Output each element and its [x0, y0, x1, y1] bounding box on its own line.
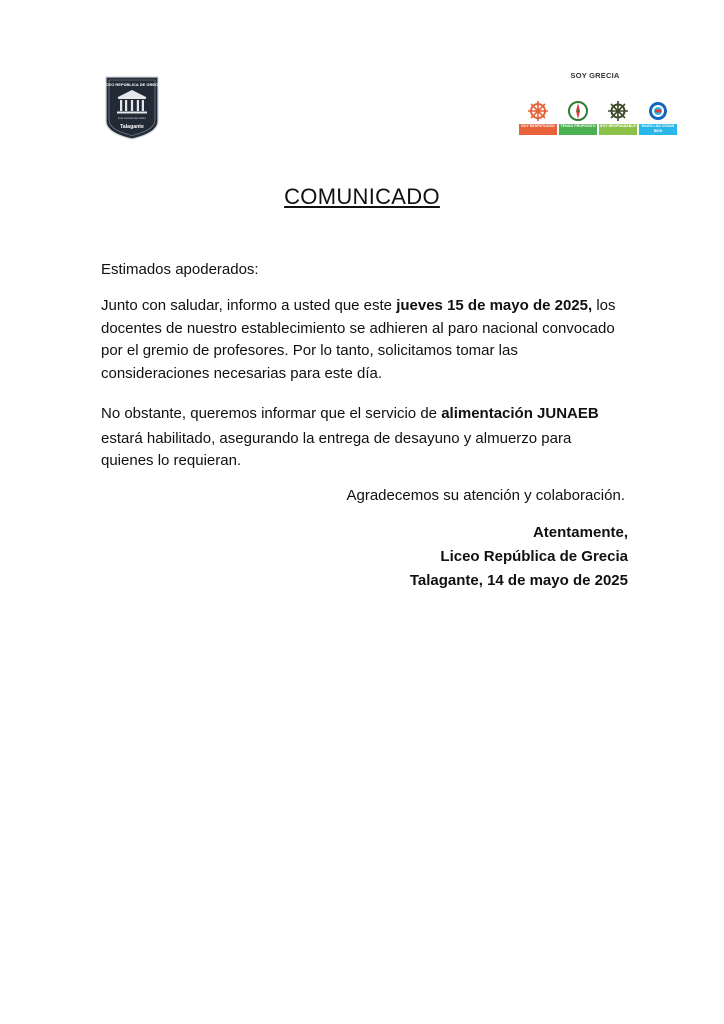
document-title: COMUNICADO [284, 184, 440, 209]
p2-pre: No obstante, queremos informar que el servicio de [101, 405, 442, 422]
paragraph-2-line-2: estará habilitado, asegurando la entrega de desayuno y almuerzo para [101, 429, 572, 447]
p1-post: los [592, 297, 616, 314]
p2-bold: alimentación JUNAEB [441, 405, 599, 422]
thanks-line: Agradecemos su atención y colaboración. [346, 487, 625, 504]
signature-school: Liceo República de Grecia [440, 548, 628, 565]
value-label: SOY RESPONSABLE [599, 124, 637, 135]
school-values-badges [519, 100, 679, 136]
p1-date-bold: jueves 15 de mayo de 2025, [396, 297, 593, 314]
value-proposito [559, 100, 597, 136]
paragraph-1-line-1 [101, 295, 641, 318]
lifebuoy-icon [647, 100, 669, 122]
value-respetuoso [519, 100, 557, 136]
paragraph-1 [101, 295, 641, 385]
paragraph-2 [101, 403, 641, 473]
paragraph-1-line-3: por el gremio de profesores. Por lo tanto, solicitamos tomar las [101, 342, 518, 359]
paragraph-2-line-1 [101, 403, 641, 426]
greeting [101, 259, 641, 282]
p1-pre: Junto con saludar, informo a usted que este [101, 297, 397, 314]
svg-text:LICEO REPÚBLICA DE GRECIA: LICEO REPÚBLICA DE GRECIA [104, 82, 160, 87]
paragraph-1-line-2: docentes de nuestro establecimiento se adhieren al paro nacional convocado [101, 319, 615, 337]
school-crest-logo [104, 75, 160, 141]
compass-icon [567, 100, 589, 122]
paragraph-1-line-4: consideraciones necesarias para este día. [101, 364, 383, 382]
value-label: SOY RESPETUOSO [519, 124, 557, 135]
ship-wheel-icon [527, 100, 549, 122]
value-responsable [599, 100, 637, 136]
closing: Atentamente, [532, 524, 628, 541]
soy-grecia-label: SOY GRECIA [570, 71, 620, 80]
signature-place-date: Talagante, 14 de mayo de 2025 [409, 572, 628, 589]
value-hago-bien [639, 100, 677, 136]
svg-text:Una escuela del saber: Una escuela del saber [118, 116, 146, 120]
value-label: TENGO PROPÓSITO [559, 124, 597, 135]
helm-icon [607, 100, 629, 122]
value-label: HAGO LAS COSAS BIEN [639, 124, 677, 135]
greeting-text: Estimados apoderados: [101, 261, 259, 278]
paragraph-2-line-3: quienes lo requieran. [101, 452, 242, 469]
svg-text:Talagante: Talagante [120, 124, 144, 130]
